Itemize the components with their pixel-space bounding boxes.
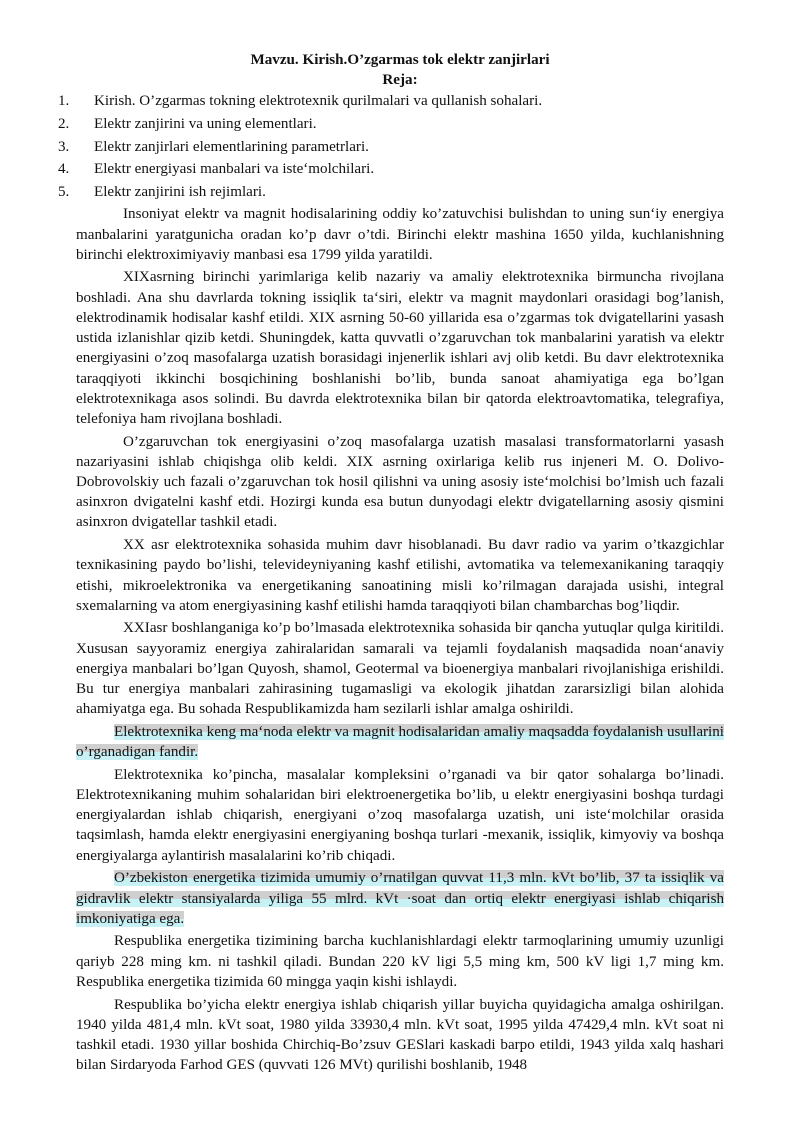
plan-item bbox=[58, 114, 724, 134]
body-paragraph: XXIasr boshlanganiga ko’p bo’lmasada elektrotexnika sohasida bir qancha yutuqlar qulga kiritildi. Xususan sayyoramiz energiya zahiralaridan samarali va tejamli foydalanish maqsadida noan‘anaviy energiya manbalari bo’lgan Quyosh, shamol, Geotermal va bioenergiya manbalari rivojlanishiga erishildi. Bu tur energiya manbalari zahirasining tugamasligi va ekologik jihatdan zararsizligi bilan alohida ahamiyatga ega. Bu sohada Respublikamizda ham sezilarli ishlar amalga oshirildi. bbox=[76, 620, 724, 718]
plan-item-number: 4. bbox=[58, 161, 70, 178]
plan-item-text: Elektr zanjirini va uning elementlari. bbox=[94, 116, 317, 132]
plan-item bbox=[58, 137, 724, 157]
plan-item-number: 2. bbox=[58, 116, 70, 132]
plan-item-text: Kirish. O’zgarmas tokning elektrotexnik qurilmalari va qullanish sohalari. bbox=[94, 93, 543, 110]
plan-item-number: 3. bbox=[58, 138, 70, 155]
body-paragraph: Respublika energetika tizimining barcha kuchlanishlardagi elektr tarmoqlarining umumiy uzunligi qariyb 228 ming km. ni tashkil qiladi. Bundan 220 kV ligi 5,5 ming km, 500 kV ligi 1,7 ming km. Respublika energetika tizimida 60 mingga yaqin kishi ishlaydi. bbox=[76, 933, 724, 990]
body-paragraph: Respublika bo’yicha elektr energiya ishlab chiqarish yillar buyicha quyidagicha amalga oshirilgan. 1940 yilda 481,4 mln. kVt soat, 1980 yilda 33930,4 mln. kVt soat, 1995 yilda 47429,4 mln. kVt soat ni tashkil etadi. 1930 yillar boshida Chirchiq-Bo’zsuv GESlari kaskadi barpo etildi, 1943 yilda xalq hashari bilan Sirdaryoda Farhod GES (quvvati 126 MVt) qurilishi boshlanib, 1948 bbox=[76, 996, 724, 1074]
plan-item-number: 1. bbox=[58, 93, 70, 110]
highlight-text: O’zbekiston energetika tizimida umumiy o’rnatilgan quvvat 11,3 mln. kVt bo’lib, 37 ta issiqlik va gidravlik elektr stansiyalarda yiliga 55 mlrd. kVt ·soat dan ortiq elektr energiyasi ishlab chiqarish imkoniyatiga ega. bbox=[76, 870, 724, 927]
body-paragraph: O’zgaruvchan tok energiyasini o’zoq masofalarga uzatish masalasi transformatorlarni yasash nazariyasini ishlab chiqishga olib keldi. XIX asrning oxirlariga kelib rus injeneri M. O. Dolivo-Dobrovolskiy uch fazali o’zgaruvchan tok hosil qilishni va uning asosiy iste‘molchisi bo’lmish uch fazali asinxron dvigatelni kashf etdi. Hozirgi kunda esa butun dunyodagi elektr dvigatellarning asosiy qismini asinxron dvigatellar tashkil etadi. bbox=[76, 433, 724, 531]
body-paragraph: XIXasrning birinchi yarimlariga kelib nazariy va amaliy elektrotexnika birmuncha rivojlana boshladi. Ana shu davrlarda tokning issiqlik ta‘siri, elektr va magnit maydonlari orasidagi bog’lanish, elektrodinamik hodisalar kashf etildi. XIX asrning 50-60 yillarida esa o’zgarmas tok dvigatellarini yasash ustida izlanishlar qizib ketdi. Shuningdek, katta quvvatli o’zgaruvchan tok manbalarini yaratish va elektr energiyasini o’zoq masofalarga uzatish borasidagi injenerlik ishlari avj olib ketdi. Bu davr elektrotexnika taraqqiyoti ikkinchi bosqichining boshlanishi bo’lib, bunda sanoat ahamiyatiga ega bo’lgan elektrotexnikaga asos solindi. Bu davrda elektrotexnika bilan bir qatorda elektroavtomatika, telegrafiya, telefoniya ham rivojlana boshladi. bbox=[76, 269, 724, 427]
plan-heading: Reja: bbox=[382, 72, 418, 89]
plan-list bbox=[58, 91, 724, 202]
body-paragraph: Elektrotexnika ko’pincha, masalalar kompleksini o’rganadi va bir qator sohalarga bo’linadi. Elektrotexnikaning muhim sohalaridan biri elektroenergetika bo’lib, u elektr energiyasini boshqa turdagi energiyalardan ishlab chiqarish, energiyani o’zoq masofalarga uzatish, uni iste‘molchilar orasida taqsimlash, hamda elektr energiyasini energiyaning boshqa turlari -mexanik, issiqlik, kimyoviy va boshqa energiyalarga aylantirish masalalarini ko’rib chiqadi. bbox=[76, 766, 724, 864]
body-paragraph: XX asr elektrotexnika sohasida muhim davr hisoblanadi. Bu davr radio va yarim o’tkazgichlar texnikasining paydo bo’lishi, televideyniyaning kashf etilishi, avtomatika va telemexanikaning taraqqiy etishi, mikroelektronika va energetikaning sanoatining misli ko’rilmagan darajada usishi, integral sxemalarning va atom energiyasining kashf etilishi hamda taraqqiyoti bilan chambarchas bog’liqdir. bbox=[76, 537, 724, 614]
plan-item-text: Elektr energiyasi manbalari va iste‘molchilari. bbox=[94, 161, 375, 178]
plan-item bbox=[58, 91, 724, 111]
plan-item-text: Elektr zanjirlari elementlarining parametrlari. bbox=[94, 138, 369, 155]
body-paragraph: Insoniyat elektr va magnit hodisalarining oddiy ko’zatuvchisi bulishdan to uning sun‘iy energiya manbalarini yaratgunicha oradan ko’p davr o’tdi. Birinchi elektr mashina 1650 yilda, kuchlanishning birinchi elektroximiyaviy manbasi esa 1799 yilda yaratildi. bbox=[76, 206, 724, 263]
highlighted-definition bbox=[76, 722, 724, 762]
document-title: Mavzu. Kirish.O’zgarmas tok elektr zanjirlari bbox=[250, 52, 550, 68]
plan-item bbox=[58, 182, 724, 202]
highlight-text: Elektrotexnika keng ma‘noda elektr va magnit hodisalaridan amaliy maqsadda foydalanish usullarini o’rganadigan fandir. bbox=[76, 723, 724, 761]
plan-item bbox=[58, 159, 724, 179]
plan-item-number: 5. bbox=[58, 183, 70, 200]
plan-item-text: Elektr zanjirini ish rejimlari. bbox=[94, 183, 266, 200]
highlighted-statistic bbox=[76, 868, 724, 929]
